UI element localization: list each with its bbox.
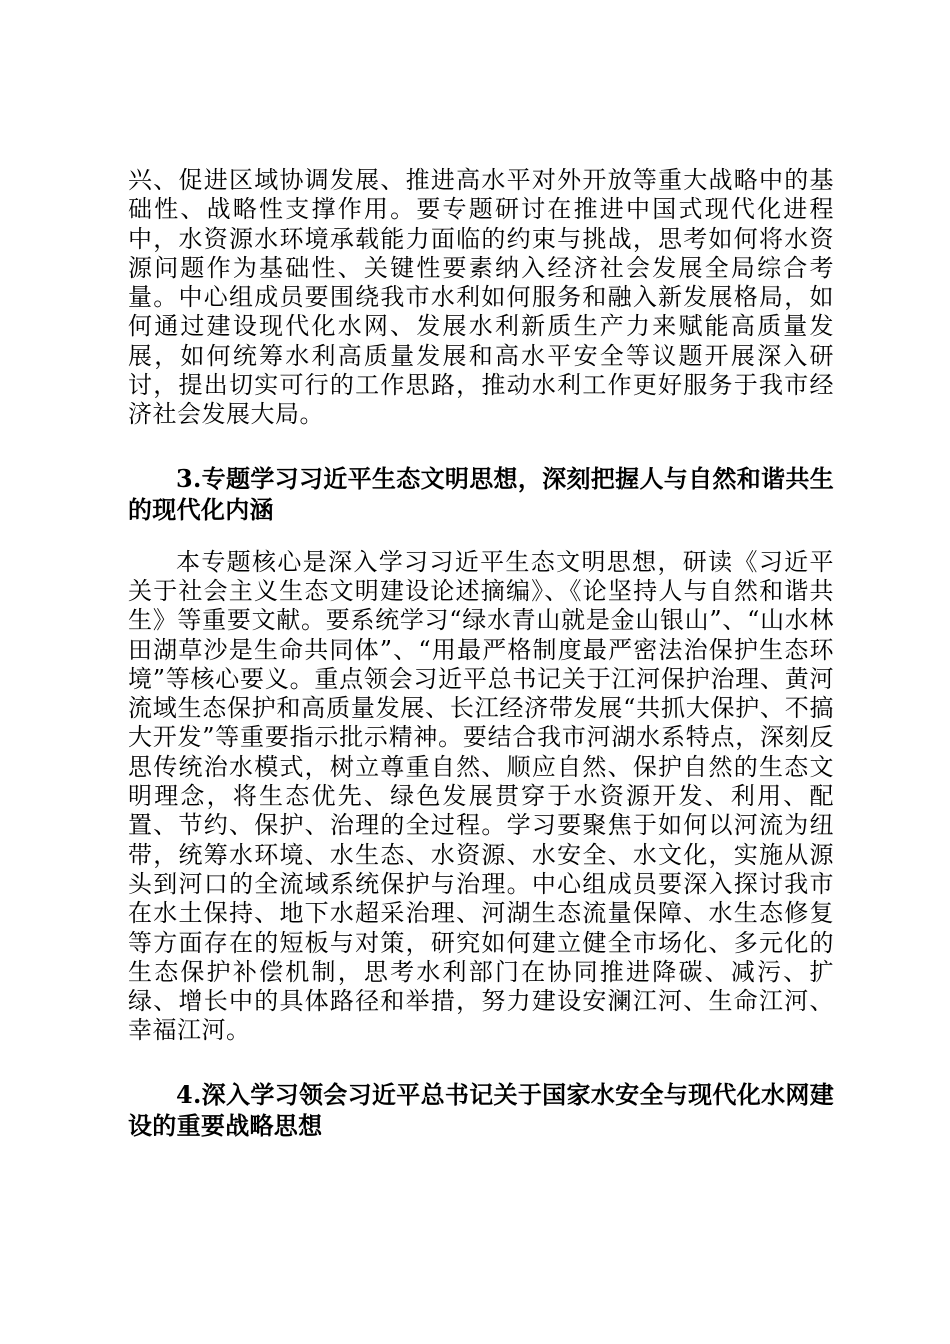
document-page	[128, 166, 834, 1142]
section-heading-3: 3.专题学习习近平生态文明思想，深刻把握人与自然和谐共生的现代化内涵	[128, 463, 834, 525]
section-heading-4: 4.深入学习领会习近平总书记关于国家水安全与现代化水网建设的重要战略思想	[128, 1079, 834, 1141]
body-paragraph-section-3: 本专题核心是深入学习习近平生态文明思想，研读《习近平关于社会主义生态文明建设论述摘编》、《论坚持人与自然和谐共生》等重要文献。要系统学习“绿水青山就是金山银山”、“山水林田湖草沙是生命共同体”、“用最严格制度最严密法治保护生态环境”等核心要义。重点领会习近平总书记关于江河保护治理、黄河流域生态保护和高质量发展、长江经济带发展“共抓大保护、不搞大开发”等重要指示批示精神。要结合我市河湖水系特点，深刻反思传统治水模式，树立尊重自然、顺应自然、保护自然的生态文明理念，将生态优先、绿色发展贯穿于水资源开发、利用、配置、节约、保护、治理的全过程。学习要聚焦于如何以河流为纽带，统筹水环境、水生态、水资源、水安全、水文化，实施从源头到河口的全流域系统保护与治理。中心组成员要深入探讨我市在水土保持、地下水超采治理、河湖生态流量保障、水生态修复等方面存在的短板与对策，研究如何建立健全市场化、多元化的生态保护补偿机制，思考水利部门在协同推进降碳、减污、扩绿、增长中的具体路径和举措，努力建设安澜江河、生命江河、幸福江河。	[128, 547, 834, 1045]
body-paragraph-continued: 兴、促进区域协调发展、推进高水平对外开放等重大战略中的基础性、战略性支撑作用。要专题研讨在推进中国式现代化进程中，水资源水环境承载能力面临的约束与挑战，思考如何将水资源问题作为基础性、关键性要素纳入经济社会发展全局综合考量。中心组成员要围绕我市水利如何服务和融入新发展格局，如何通过建设现代化水网、发展水利新质生产力来赋能高质量发展，如何统筹水利高质量发展和高水平安全等议题开展深入研讨，提出切实可行的工作思路，推动水利工作更好服务于我市经济社会发展大局。	[128, 166, 834, 429]
